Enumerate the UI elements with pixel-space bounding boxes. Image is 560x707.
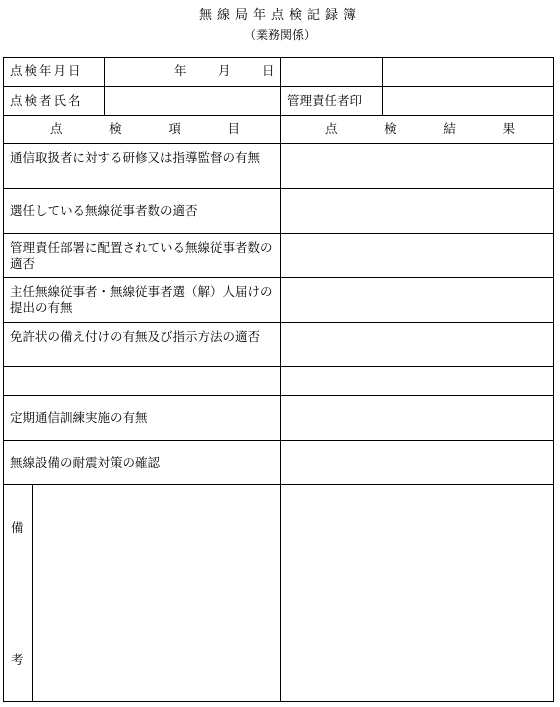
row-divider xyxy=(3,188,554,189)
items-header-char: 検 xyxy=(109,121,122,136)
inspection-date-label: 点検年月日 xyxy=(10,63,83,78)
inspection-item: 管理責任部署に配置されている無線従事者数の適否 xyxy=(10,240,273,271)
row-divider xyxy=(3,366,554,367)
row-divider xyxy=(3,440,554,441)
row-divider xyxy=(3,395,554,396)
date-day-label: 日 xyxy=(262,63,275,78)
column-divider xyxy=(280,57,281,702)
date-month-label: 月 xyxy=(218,63,231,78)
row-divider xyxy=(3,484,554,485)
items-header-char: 目 xyxy=(227,121,240,136)
inspection-item: 通信取扱者に対する研修又は指導監督の有無 xyxy=(10,150,261,165)
row-divider xyxy=(3,143,554,144)
remarks-label-char: 備 xyxy=(11,520,24,535)
items-header-char: 項 xyxy=(168,121,181,136)
inspection-item: 選任している無線従事者数の適否 xyxy=(10,203,198,218)
column-divider xyxy=(382,57,383,115)
results-header-char: 点 xyxy=(325,121,338,136)
row-divider xyxy=(3,115,554,116)
row-divider xyxy=(3,86,554,87)
results-header-char: 検 xyxy=(384,121,397,136)
column-divider xyxy=(32,484,33,702)
date-year-label: 年 xyxy=(174,63,187,78)
inspector-name-label: 点検者氏名 xyxy=(10,93,83,108)
page-subtitle: （業務関係） xyxy=(243,28,316,42)
results-header-char: 結 xyxy=(443,121,456,136)
inspection-item: 主任無線従事者・無線従事者選（解）人届けの提出の有無 xyxy=(10,284,273,315)
inspection-item: 免許状の備え付けの有無及び指示方法の適否 xyxy=(10,329,261,344)
inspection-item: 無線設備の耐震対策の確認 xyxy=(10,455,161,470)
remarks-label-char: 考 xyxy=(11,652,24,667)
results-header-char: 果 xyxy=(502,121,515,136)
row-divider xyxy=(3,233,554,234)
manager-seal-label: 管理責任者印 xyxy=(287,93,363,108)
items-column-header xyxy=(50,121,240,137)
items-header-char: 点 xyxy=(50,121,63,136)
column-divider xyxy=(104,57,105,115)
row-divider xyxy=(3,277,554,278)
page-title: 無線局年点検記録簿 xyxy=(198,8,361,23)
inspection-item: 定期通信訓練実施の有無 xyxy=(10,410,148,425)
results-column-header xyxy=(325,121,515,137)
row-divider xyxy=(3,322,554,323)
